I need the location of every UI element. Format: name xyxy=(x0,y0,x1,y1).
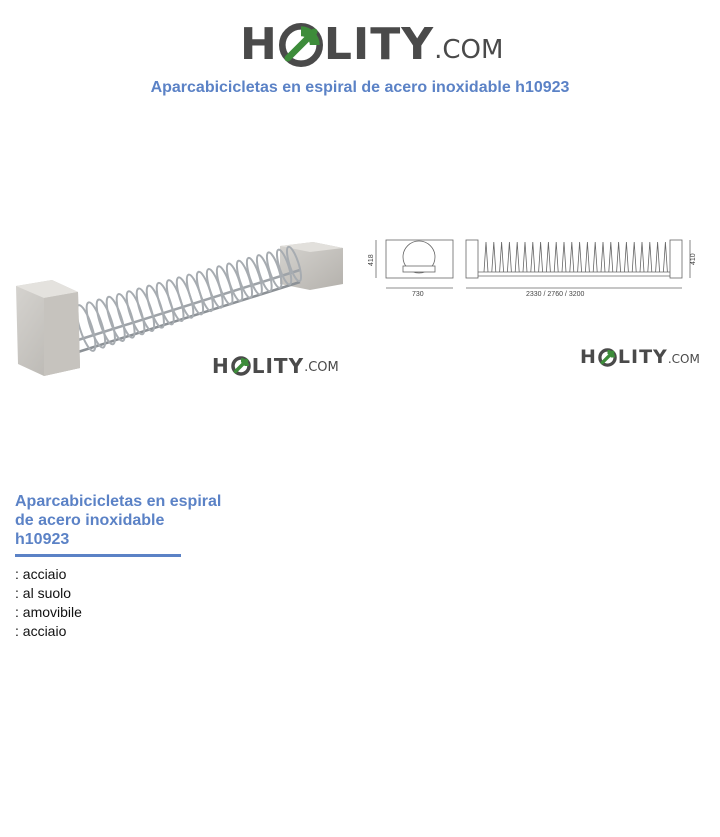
side-coil xyxy=(515,242,519,272)
spiral-coil xyxy=(234,259,255,299)
side-coil xyxy=(663,242,667,272)
spiral-coil xyxy=(153,281,177,326)
logo-domain: .COM xyxy=(304,360,339,375)
product-heading xyxy=(15,492,255,549)
spiral-coil xyxy=(173,276,196,319)
logo-domain: .COM xyxy=(434,35,504,65)
logo-o-icon xyxy=(231,356,251,376)
side-coil xyxy=(593,242,597,272)
spiral-coil xyxy=(224,262,246,303)
drawing-watermark-logo xyxy=(580,342,700,372)
side-coil xyxy=(500,242,504,272)
dim-lengths: 2330 / 2760 / 3200 xyxy=(526,291,585,298)
side-coil xyxy=(656,242,660,272)
spiral-coil xyxy=(214,265,236,306)
spiral-coil xyxy=(143,284,167,329)
logo-domain: .COM xyxy=(667,352,700,366)
product-heading-line: Aparcabicicletas en espiral xyxy=(15,493,222,510)
spiral-coil xyxy=(254,254,275,293)
logo-letter-h: H xyxy=(580,346,597,368)
spiral-coil xyxy=(244,257,265,296)
spiral-coil xyxy=(113,292,138,339)
spiral-coil xyxy=(163,279,186,323)
logo-o-icon xyxy=(598,348,617,367)
spec-item: : al suolo xyxy=(15,585,72,601)
side-coil xyxy=(546,242,550,272)
side-coil xyxy=(585,242,589,272)
rack-bar xyxy=(78,270,300,340)
side-coil xyxy=(562,242,566,272)
dim-height-right: 410 xyxy=(690,253,697,265)
logo-o-icon xyxy=(279,23,323,67)
spiral-coil xyxy=(204,268,226,310)
spiral-coil xyxy=(194,270,216,312)
spec-item: : acciaio xyxy=(15,566,67,582)
heading-underline xyxy=(15,554,181,557)
spec-item: : acciaio xyxy=(15,623,67,639)
side-coil xyxy=(640,242,644,272)
side-coil xyxy=(624,242,628,272)
logo-letters-lity: LITY xyxy=(323,19,435,70)
technical-drawing[interactable] xyxy=(366,236,700,298)
side-view-block-right xyxy=(670,240,682,278)
logo-letter-h: H xyxy=(240,19,278,70)
side-coil xyxy=(617,242,621,272)
dim-height-left: 418 xyxy=(368,254,375,266)
side-coil xyxy=(492,242,496,272)
page-title: Aparcabicicletas en espiral de acero inoxidable h10923 xyxy=(150,79,570,96)
side-coil xyxy=(578,242,582,272)
side-coil xyxy=(484,242,488,272)
side-coil xyxy=(609,242,613,272)
side-view-block-left xyxy=(466,240,478,278)
side-coil xyxy=(632,242,636,272)
side-coil xyxy=(570,242,574,272)
photo-watermark-logo xyxy=(212,351,339,381)
product-heading-line: de acero inoxidable xyxy=(15,512,165,529)
side-coil xyxy=(539,242,543,272)
side-coil xyxy=(554,242,558,272)
side-coil xyxy=(507,242,511,272)
dim-width-left: 730 xyxy=(412,291,424,298)
spiral-coil xyxy=(103,295,128,343)
logo-letter-h: H xyxy=(212,354,230,378)
logo-letters-lity: LITY xyxy=(251,354,305,378)
side-view-coils xyxy=(484,242,667,272)
side-coil xyxy=(523,242,527,272)
product-heading-line: h10923 xyxy=(15,531,70,548)
spiral-coil xyxy=(184,273,207,316)
side-coil xyxy=(531,242,535,272)
side-coil xyxy=(648,242,652,272)
site-logo[interactable] xyxy=(240,14,503,76)
spiral-coil xyxy=(123,290,148,336)
spec-list xyxy=(15,565,82,641)
spec-item: : amovibile xyxy=(15,604,82,620)
side-coil xyxy=(601,242,605,272)
spiral-coils xyxy=(73,245,304,352)
logo-letters-lity: LITY xyxy=(617,346,668,368)
spiral-coil xyxy=(133,287,157,333)
